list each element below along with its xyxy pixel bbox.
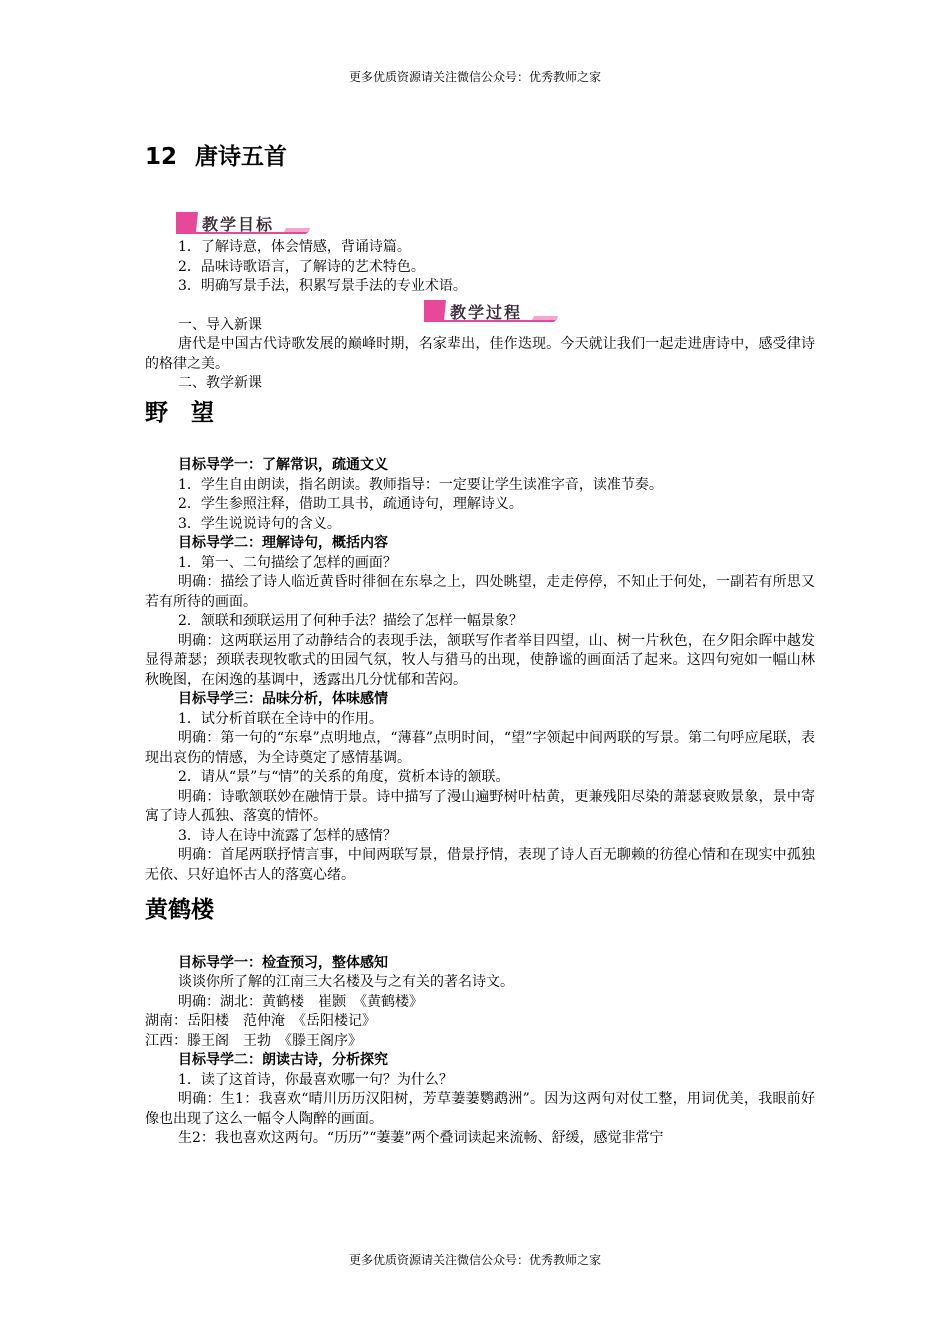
paragraph: 1．读了这首诗，你最喜欢哪一句？为什么？ (178, 1071, 453, 1088)
page-footer: 更多优质资源请关注微信公众号：优秀教师之家 (348, 1253, 601, 1267)
paragraph: 2．请从“景”与“情”的关系的角度，赏析本诗的颔联。 (178, 769, 510, 785)
paragraph: 2．学生参照注释，借助工具书，疏通诗句，理解诗义。 (178, 496, 523, 512)
paragraph: 明确：这两联运用了动静结合的表现手法，颔联写作者举目四望，山、树一片秋色，在夕阳余晖中越发显得萧瑟；颈联表现牧歌式的田园气氛，牧人与猎马的出现，使静谧的画面活了起来。这四句宛如一幅山林秋晚图，在闲逸的基调中，透露出几分忧郁和苦闷。 (145, 632, 815, 688)
paragraph: 江西：滕王阁 王勃 《滕王阁序》 (145, 1032, 362, 1049)
paragraph: 明确：诗歌颔联妙在融情于景。诗中描写了漫山遍野树叶枯黄，更兼残阳尽染的萧瑟衰败景象，景中寄寓了诗人孤独、落寞的情怀。 (145, 788, 815, 824)
paragraph: 湖南：岳阳楼 范仲淹 《岳阳楼记》 (145, 1013, 376, 1029)
section-huanghelou (145, 954, 815, 1149)
paragraph: 1．第一、二句描绘了怎样的画面？ (178, 554, 397, 571)
intro-paragraph: 唐代是中国古代诗歌发展的巅峰时期，名家辈出，佳作迭现。今天就让我们一起走进唐诗中，感受律诗的格律之美。 (145, 336, 815, 372)
paragraph: 明确：首尾两联抒情言事，中间两联写景，借景抒情，表现了诗人百无聊赖的彷徨心情和在现实中孤独无依、只好追怀古人的落寞心绪。 (145, 847, 815, 883)
goal-heading: 目标导学二：理解诗句，概括内容 (178, 535, 388, 551)
paragraph: 1．学生自由朗读，指名朗读。教师指导：一定要让学生读准字音，读准节奏。 (178, 476, 663, 493)
process-banner-label: 教学过程 (450, 303, 523, 322)
lesson-title: 唐诗五首 (195, 144, 288, 170)
paragraph: 明确：湖北：黄鹤楼 崔颢 《黄鹤楼》 (178, 993, 423, 1010)
intro-heading: 一、导入新课 (178, 316, 262, 333)
lesson-number: 12 (145, 144, 178, 170)
goal-heading: 目标导学一：了解常识，疏通文义 (178, 457, 388, 473)
goal-item: 2．品味诗歌语言，了解诗的艺术特色。 (178, 258, 425, 275)
goal-heading: 目标导学三：品味分析，体味感情 (178, 691, 388, 707)
section-title-huanghelou: 黄鹤楼 (145, 897, 214, 923)
goal-item: 1．了解诗意，体会情感，背诵诗篇。 (178, 239, 411, 255)
paragraph: 1．试分析首联在全诗中的作用。 (178, 710, 383, 727)
goal-heading: 目标导学一：检查预习，整体感知 (178, 954, 388, 971)
goal-heading: 目标导学二：朗读古诗，分析探究 (178, 1052, 388, 1068)
page-title (145, 138, 287, 171)
page-header: 更多优质资源请关注微信公众号：优秀教师之家 (348, 70, 601, 84)
paragraph: 明确：第一句的“东皋”点明地点，“薄暮”点明时间，“望”字领起中间两联的写景。第二句呼应尾联，表现出哀伤的情感，为全诗奠定了感情基调。 (145, 730, 815, 766)
paragraph: 明确：描绘了诗人临近黄昏时徘徊在东皋之上，四处眺望，走走停停，不知止于何处，一副若有所思又若有所待的画面。 (145, 574, 815, 610)
paragraph: 3．学生说说诗句的含义。 (178, 515, 341, 532)
section-yewang (145, 456, 815, 885)
paragraph: 谈谈你所了解的江南三大名楼及与之有关的著名诗文。 (178, 974, 514, 990)
paragraph: 2．颔联和颈联运用了何种手法？描绘了怎样一幅景象？ (178, 613, 523, 629)
goal-item: 3．明确写景手法，积累写景手法的专业术语。 (178, 278, 467, 294)
document-body (145, 238, 815, 1149)
paragraph: 生2：我也喜欢这两句。“历历”“萋萋”两个叠词读起来流畅、舒缓，感觉非常宁 (178, 1130, 664, 1146)
goals-banner (176, 210, 311, 234)
goals-banner-label: 教学目标 (202, 215, 275, 234)
new-lesson-heading: 二、教学新课 (178, 375, 262, 391)
paragraph: 3．诗人在诗中流露了怎样的感情？ (178, 827, 397, 844)
section-title-yewang: 野 望 (145, 399, 214, 426)
paragraph: 明确：生1：我喜欢“晴川历历汉阳树，芳草萋萋鹦鹉洲”。因为这两句对仗工整，用词优美，我眼前好像也出现了这么一幅令人陶醉的画面。 (145, 1091, 815, 1127)
